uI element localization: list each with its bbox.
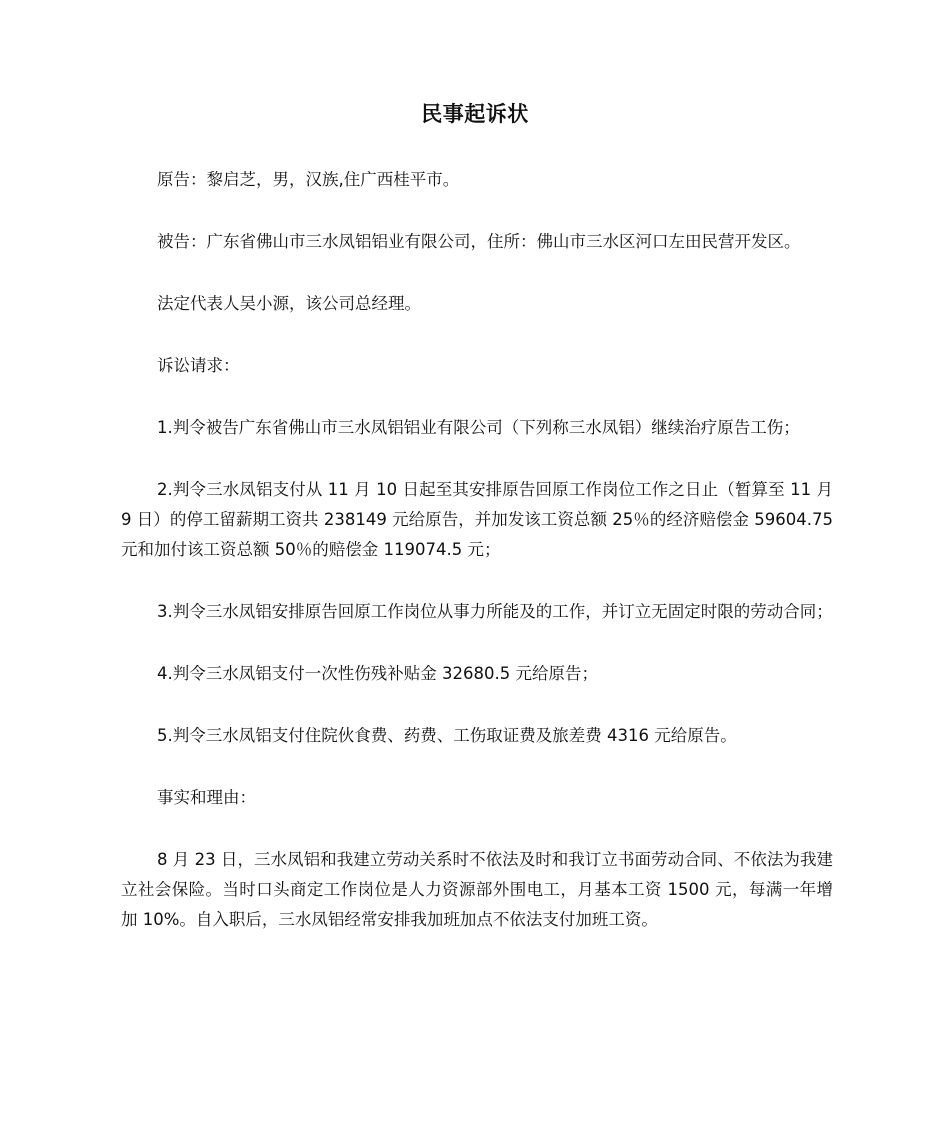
claim-item-3: 3.判令三水凤铝安排原告回原工作岗位从事力所能及的工作，并订立无固定时限的劳动合同； [157,602,833,621]
claim-item-1: 1.判令被告广东省佛山市三水凤铝铝业有限公司（下列称三水凤铝）继续治疗原告工伤； [157,418,800,437]
claim-item-2: 2.判令三水凤铝支付从 11 月 10 日起至其安排原告回原工作岗位工作之日止（暂算至 11 月 9 日）的停工留薪期工资共 238149 元给原告，并加发该工资总额 25％的经济赔偿金 59604.75 元和加付该工资总额 50％的赔偿金 119074.5 元； [121,480,833,559]
legal-representative-paragraph: 法定代表人吴小源，该公司总经理。 [157,294,421,313]
document-body [121,165,833,967]
claim-item-5: 5.判令三水凤铝支付住院伙食费、药费、工伤取证费及旅差费 4316 元给原告。 [157,726,737,745]
facts-heading: 事实和理由： [157,788,256,807]
plaintiff-paragraph: 原告：黎启芝，男，汉族,住广西桂平市。 [157,170,460,189]
document-title: 民事起诉状 [421,102,529,126]
claim-item-4: 4.判令三水凤铝支付一次性伤残补贴金 32680.5 元给原告； [157,664,598,683]
facts-paragraph: 8 月 23 日，三水凤铝和我建立劳动关系时不依法及时和我订立书面劳动合同、不依法为我建立社会保险。当时口头商定工作岗位是人力资源部外围电工，月基本工资 1500 元，每满一年增加 10%。自入职后，三水凤铝经常安排我加班加点不依法支付加班工资。 [121,850,833,929]
defendant-paragraph: 被告：广东省佛山市三水凤铝铝业有限公司，住所：佛山市三水区河口左田民营开发区。 [157,232,801,251]
claims-heading: 诉讼请求： [157,356,240,375]
